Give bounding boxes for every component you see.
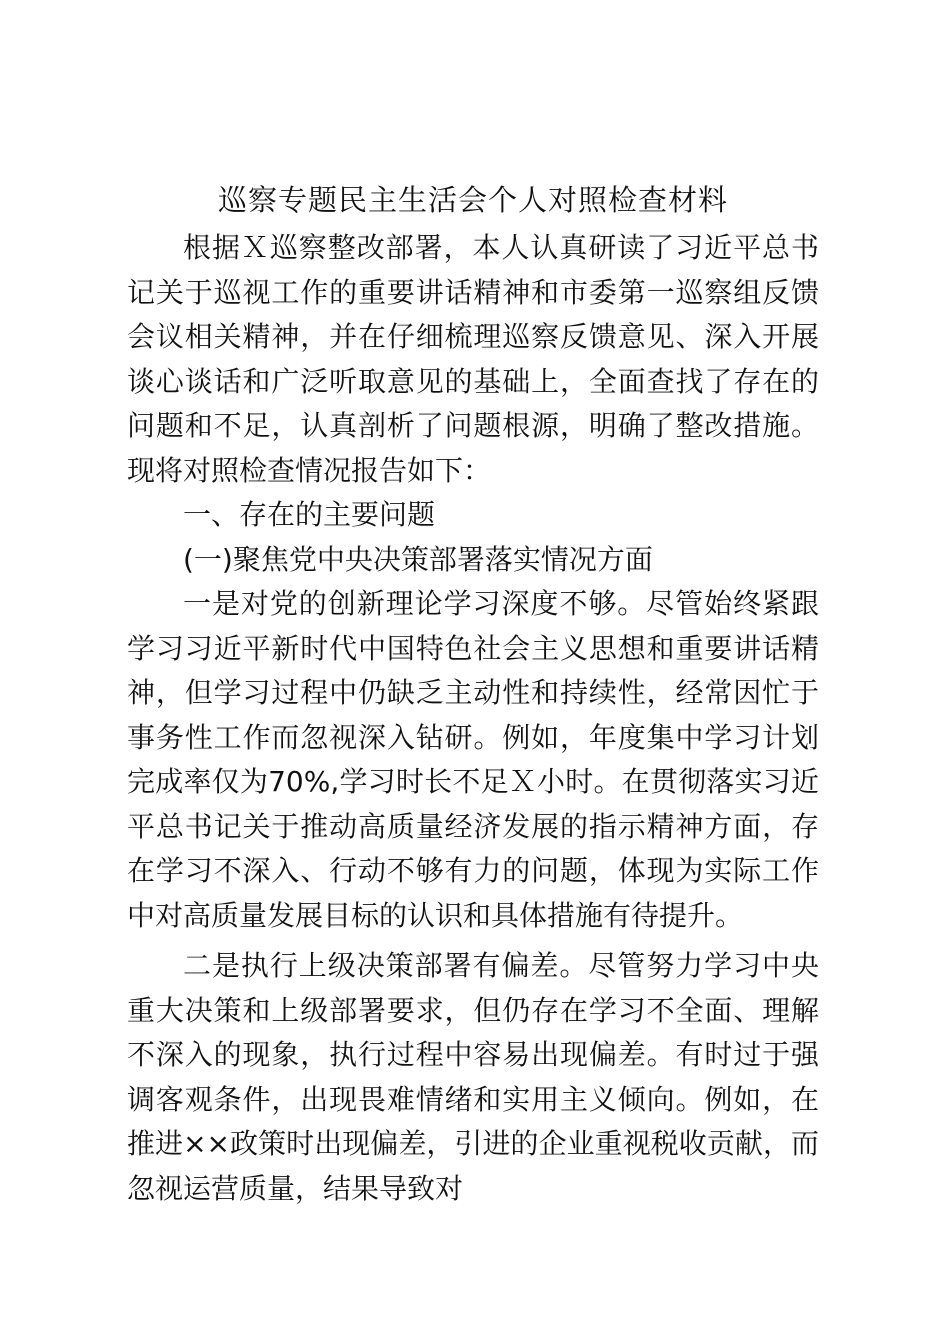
body-paragraph-2: 二是执行上级决策部署有偏差。尽管努力学习中央重大决策和上级部署要求，但仍存在学习不全面、理解不深入的现象，执行过程中容易出现偏差。有时过于强调客观条件，出现畏难情绪和实用主义倾向。例如，在推进××政策时出现偏差，引进的企业重视税收贡献，而忽视运营质量，结果导致对 xyxy=(127,949,819,1205)
document-body xyxy=(127,174,819,1211)
section-heading: 一、存在的主要问题 xyxy=(183,498,436,531)
subsection-heading: (一)聚焦党中央决策部署落实情况方面 xyxy=(183,542,653,576)
document-title: 巡察专题民主生活会个人对照检查材料 xyxy=(217,183,728,217)
body-paragraph-1: 一是对党的创新理论学习深度不够。尽管始终紧跟学习习近平新时代中国特色社会主义思想和重要讲话精神，但学习过程中仍缺乏主动性和持续性，经常因忙于事务性工作而忽视深入钻研。例如，年度集中学习计划完成率仅为70%,学习时长不足Ｘ小时。在贯彻落实习近平总书记关于推动高质量经济发展的指示精神方面，存在学习不深入、行动不够有力的问题，体现为实际工作中对高质量发展目标的认识和具体措施有待提升。 xyxy=(127,587,819,932)
intro-paragraph: 根据Ｘ巡察整改部署，本人认真研读了习近平总书记关于巡视工作的重要讲话精神和市委第一巡察组反馈会议相关精神，并在仔细梳理巡察反馈意见、深入开展谈心谈话和广泛听取意见的基础上，全面查找了存在的问题和不足，认真剖析了问题根源，明确了整改措施。现将对照检查情况报告如下： xyxy=(127,231,819,487)
